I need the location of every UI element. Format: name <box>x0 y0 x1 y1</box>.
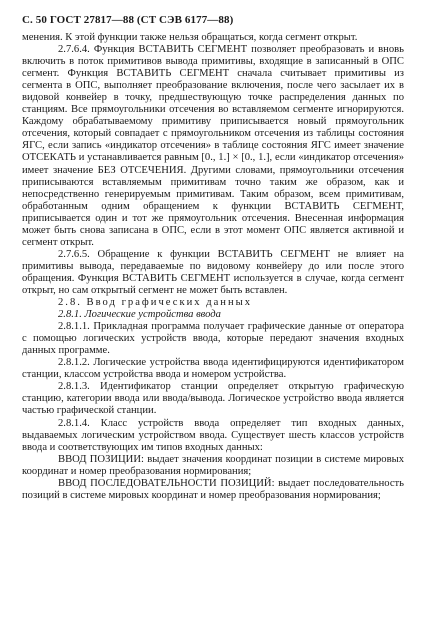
paragraph-2-8-1-2: 2.8.1.2. Логические устройства ввода идентифицируются идентификатором станции, классом устройства ввода и номером устройства. <box>22 357 404 381</box>
paragraph-2-7-6-5: 2.7.6.5. Обращение к функции ВСТАВИТЬ СЕГМЕНТ не влияет на примитивы вывода, передаваемые по видовому конвейеру до или после этого обращения. Функция ВСТАВИТЬ СЕГМЕНТ используется в случае, когда сегмент открыт, но сам открытый сегмент не может быть вставлен. <box>22 248 404 296</box>
paragraph-2-8-1-3: 2.8.1.3. Идентификатор станции определяет открытую графическую станцию, категории ввода или ввода/вывода. Логическое устройство ввода является частью графической станции. <box>22 381 404 417</box>
input-class-locator: ВВОД ПОЗИЦИИ: выдает значения координат позиции в системе мировых координат и номер преобразования нормирования; <box>22 453 404 477</box>
standard-designation: ГОСТ 27817—88 (СТ СЭВ 6177—88) <box>49 14 234 26</box>
page-number: С. 50 <box>22 14 47 26</box>
subsection-heading-2-8-1: 2.8.1. Логические устройства ввода <box>58 309 221 321</box>
section-heading-2-8: 2.8. Ввод графических данных <box>58 297 253 309</box>
paragraph-continuation: менения. К этой функции также нельзя обращаться, когда сегмент открыт. <box>22 32 358 43</box>
paragraph-2-8-1-4: 2.8.1.4. Класс устройств ввода определяет тип входных данных, выдаваемых логическим устройством ввода. Существует шесть классов устройств ввода и соответствующих им типов входных данных: <box>22 417 404 453</box>
paragraph-2-7-6-4: 2.7.6.4. Функция ВСТАВИТЬ СЕГМЕНТ позволяет преобразовать и вновь включить в поток примитивов вывода примитивы, входящие в записанный в ОПС сегмент. Функция ВСТАВИТЬ СЕГМЕНТ сначала считывает примитивы из сегмента в ОПС, выполняет преобразование включения, после чего засылает их в видовой конвейер в точку, предшествующую точке распределения данных по станциям. Все прямоугольники отсечения во вставляемом сегменте игнорируются. Каждому обрабатываемому примитиву приписывается новый прямоугольник отсечения, который совпадает с прямоугольником отсечения из таблицы состояния ЯГС, если запись «индикатор отсечения» в таблице состояния ЯГС имеет значение ОТСЕКАТЬ и устанавливается равным [0., 1.] × [0., 1.], если «индикатор отсечения» имеет значение БЕЗ ОТСЕЧЕНИЯ. Другими словами, прямоугольники отсечения приписываются вставляемым примитивам точно таким же образом, как и непосредственно генерируемым примитивам. Таким образом, всем примитивам, обработанным одним обращением к функции ВСТАВИТЬ СЕГМЕНТ, приписывается один и тот же прямоугольник отсечения. Внесенная информация может быть снова записана в ОПС, если в этот момент ОПС является активной и сегмент открыт. <box>22 44 404 248</box>
body-text <box>22 32 404 502</box>
input-class-stroke: ВВОД ПОСЛЕДОВАТЕЛЬНОСТИ ПОЗИЦИЙ: выдает последовательность позиций в системе мировых координат и номер преобразования нормирования; <box>22 477 404 501</box>
paragraph-2-8-1-1: 2.8.1.1. Прикладная программа получает графические данные от оператора с помощью логических устройств ввода, которые передают значения входных данных программе. <box>22 321 404 357</box>
page-header <box>22 14 402 26</box>
